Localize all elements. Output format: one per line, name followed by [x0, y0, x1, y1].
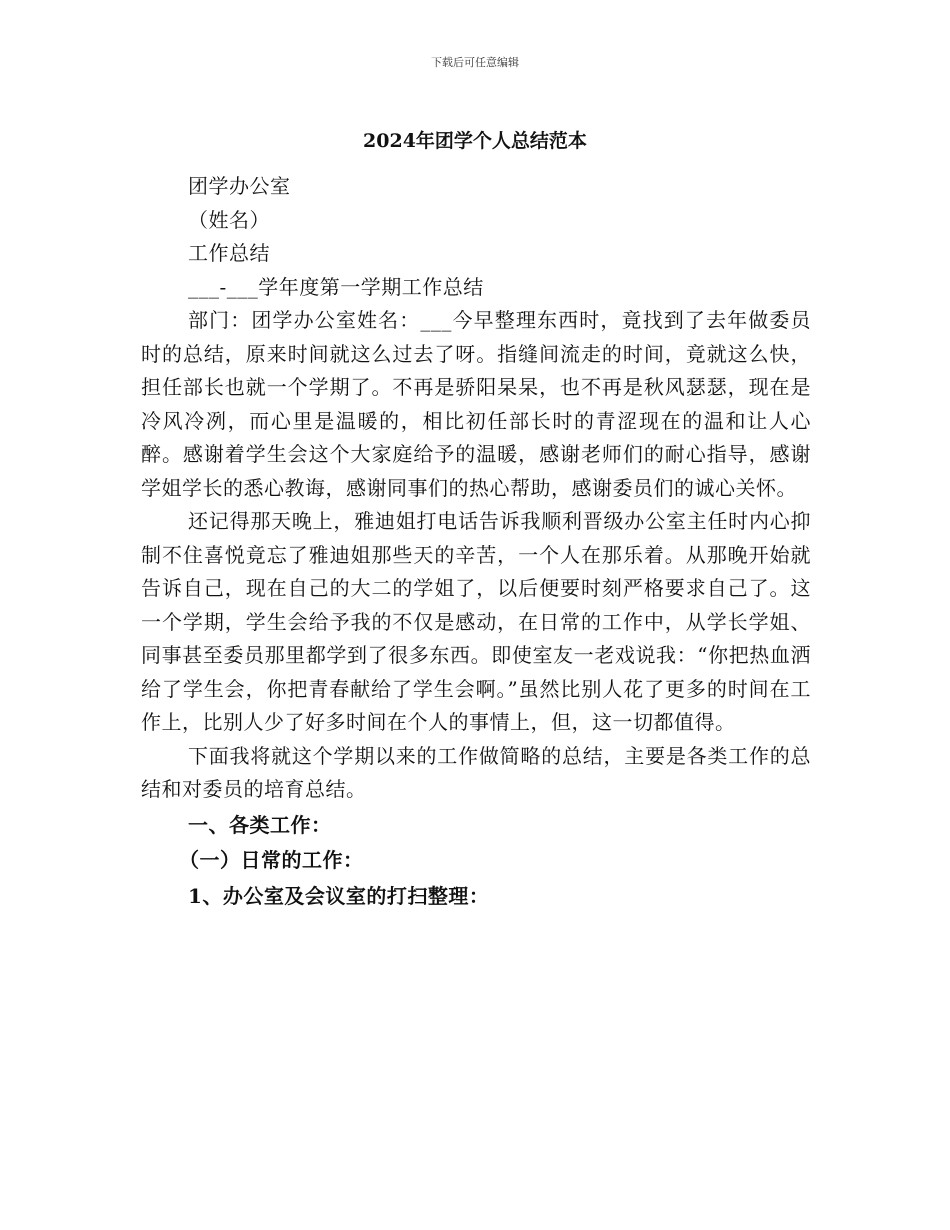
paragraph-outline: 下面我将就这个学期以来的工作做简略的总结，主要是各类工作的总结和对委员的培育总结。	[141, 743, 811, 801]
page-header-note: 下载后可任意编辑	[431, 56, 519, 69]
paragraph-memory: 还记得那天晚上，雅迪姐打电话告诉我顺利晋级办公室主任时内心抑制不住喜悦竟忘了雅迪姐那些天的辛苦，一个人在那乐着。从那晚开始就告诉自己，现在自己的大二的学姐了，以后便要时刻严格要求自己了。这一个学期，学生会给予我的不仅是感动，在日常的工作中，从学长学姐、同事甚至委员那里都学到了很多东西。即使室友一老戏说我：“你把热血洒给了学生会，你把青春献给了学生会啊。”虽然比别人花了更多的时间在工作上，比别人少了好多时间在个人的事情上，但，这一切都值得。	[141, 509, 811, 734]
section-heading-3: 1、办公室及会议室的打扫整理：	[188, 883, 490, 908]
name-line: （姓名）	[188, 207, 270, 232]
paragraph-intro: 部门：团学办公室姓名：___今早整理东西时，竟找到了去年做委员时的总结，原来时间就这么过去了呀。指缝间流走的时间，竟就这么快，担任部长也就一个学期了。不再是骄阳杲杲，也不再是秋风瑟瑟，现在是冷风冷冽，而心里是温暖的，相比初任部长时的青涩现在的温和让人心醉。感谢着学生会这个大家庭给予的温暖，感谢老师们的耐心指导，感谢学姐学长的悉心教诲，感谢同事们的热心帮助，感谢委员们的诚心关怀。	[141, 308, 811, 500]
dept-line: 团学办公室	[188, 174, 291, 198]
summary-label: 工作总结	[188, 241, 270, 265]
semester-line: ___-___学年度第一学期工作总结	[188, 274, 484, 299]
document-body	[141, 170, 811, 913]
document-title: 2024年团学个人总结范本	[363, 130, 587, 152]
section-heading-1: 一、各类工作：	[188, 812, 332, 837]
section-heading-2: （一）日常的工作：	[179, 848, 364, 872]
